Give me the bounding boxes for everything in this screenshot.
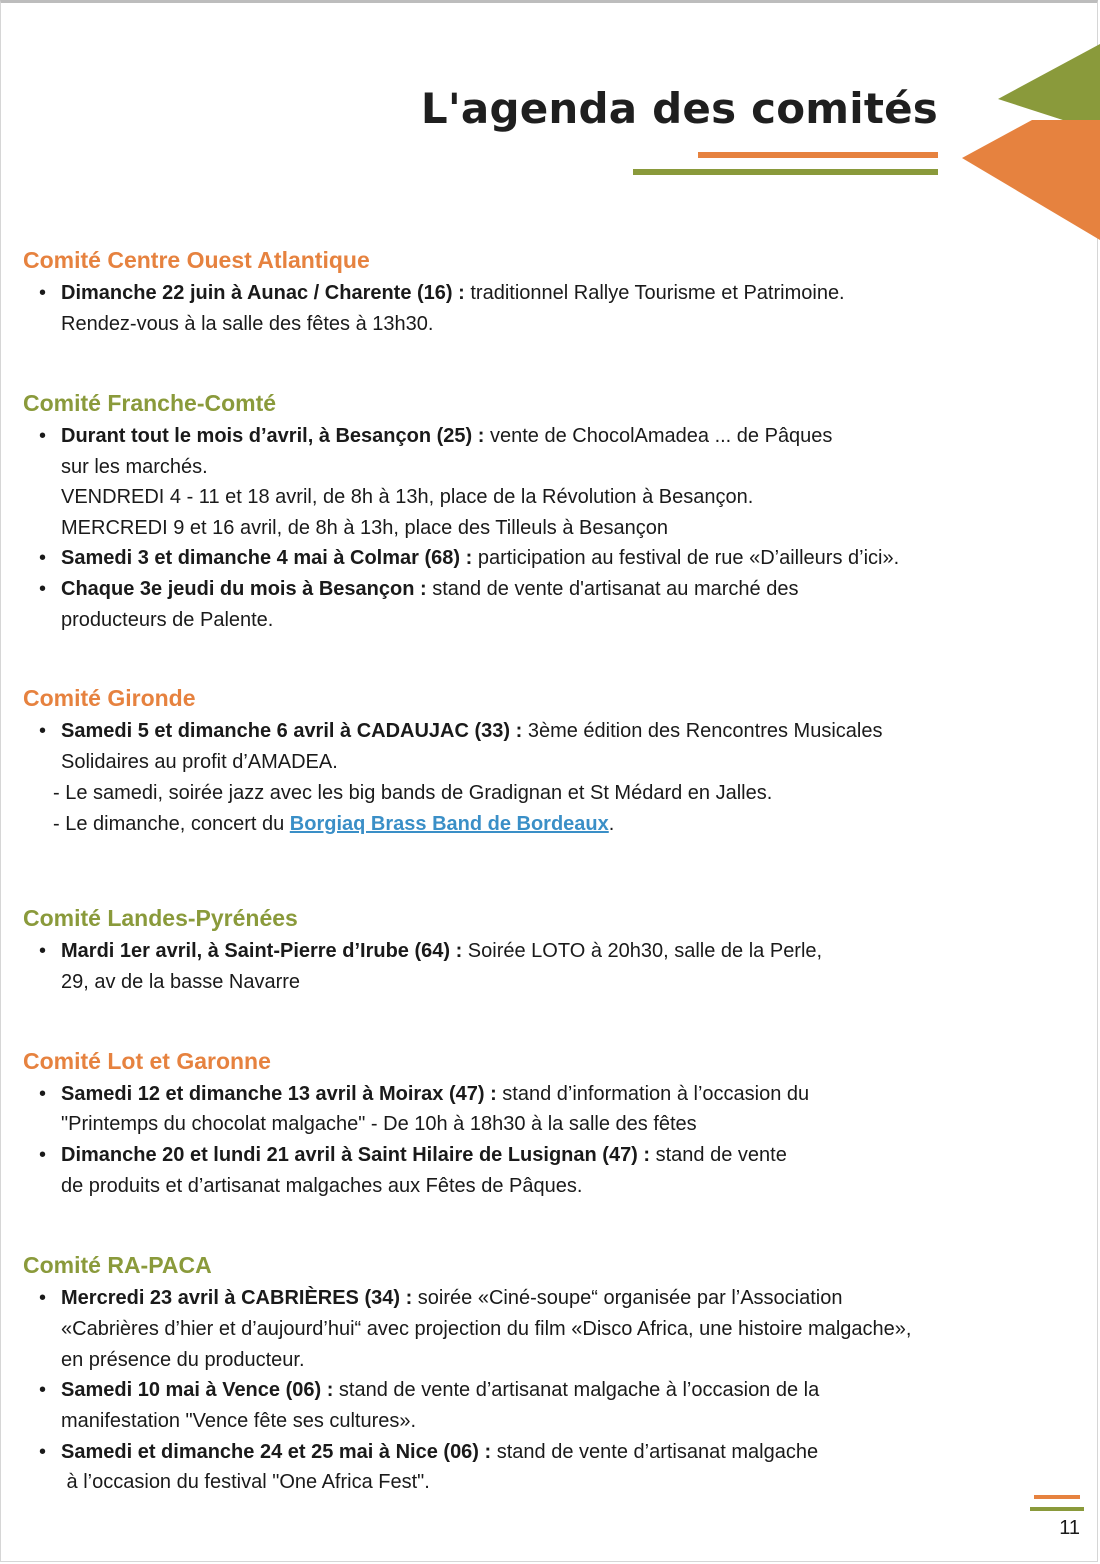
- footer-rule-orange: [1034, 1495, 1080, 1499]
- agenda-item-continuation: «Cabrières d’hier et d’aujourd’hui“ avec projection du film «Disco Africa, une histoire malgache»,: [61, 1318, 912, 1340]
- borgiaq-brass-band-link[interactable]: Borgiaq Brass Band de Bordeaux: [289, 813, 609, 835]
- bullet: •: [39, 547, 47, 569]
- agenda-item: Chaque 3e jeudi du mois à Besançon : stand de vente d'artisanat au marché des: [61, 578, 799, 600]
- section-heading-gironde: Comité Gironde: [23, 685, 196, 711]
- agenda-item-continuation: "Printemps du chocolat malgache" - De 10h à 18h30 à la salle des fêtes: [61, 1113, 697, 1135]
- agenda-item-continuation: à l’occasion du festival "One Africa Fest".: [61, 1471, 430, 1493]
- agenda-item: Dimanche 20 et lundi 21 avril à Saint Hilaire de Lusignan (47) : stand de vente: [61, 1144, 787, 1166]
- olive-triangle-decoration: [998, 44, 1100, 132]
- section-heading-lot-et-garonne: Comité Lot et Garonne: [23, 1048, 271, 1074]
- agenda-item: Durant tout le mois d’avril, à Besançon (25) : vente de ChocolAmadea ... de Pâques: [61, 425, 833, 447]
- agenda-item-continuation: en présence du producteur.: [61, 1349, 305, 1371]
- bullet: •: [39, 720, 47, 742]
- bullet: •: [39, 940, 47, 962]
- page-number: 11: [1059, 1517, 1080, 1539]
- agenda-item-continuation: de produits et d’artisanat malgaches aux Fêtes de Pâques.: [61, 1175, 583, 1197]
- bullet: •: [39, 1083, 47, 1105]
- agenda-item-continuation: VENDREDI 4 - 11 et 18 avril, de 8h à 13h, place de la Révolution à Besançon.: [61, 486, 754, 508]
- agenda-item: Samedi et dimanche 24 et 25 mai à Nice (06) : stand de vente d’artisanat malgache: [61, 1441, 819, 1463]
- agenda-item-continuation: 29, av de la basse Navarre: [61, 971, 301, 993]
- agenda-item: Samedi 12 et dimanche 13 avril à Moirax (47) : stand d’information à l’occasion du: [61, 1083, 810, 1105]
- title-underline-olive: [633, 169, 938, 175]
- section-heading-centre-ouest-atlantique: Comité Centre Ouest Atlantique: [23, 247, 370, 273]
- agenda-item: Samedi 5 et dimanche 6 avril à CADAUJAC (33) : 3ème édition des Rencontres Musicales: [61, 720, 883, 742]
- agenda-item-continuation: manifestation "Vence fête ses cultures».: [61, 1410, 417, 1432]
- bullet: •: [39, 1441, 47, 1463]
- section-heading-ra-paca: Comité RA-PACA: [23, 1252, 212, 1278]
- agenda-item-continuation: Solidaires au profit d’AMADEA.: [61, 751, 338, 773]
- agenda-dash-line: - Le dimanche, concert du Borgiaq Brass Band de Bordeaux.: [53, 813, 615, 835]
- page-title: L'agenda des comités: [420, 84, 938, 133]
- bullet: •: [39, 1287, 47, 1309]
- agenda-item: Mardi 1er avril, à Saint-Pierre d’Irube (64) : Soirée LOTO à 20h30, salle de la Perle,: [61, 940, 823, 962]
- section-heading-landes-pyrenees: Comité Landes-Pyrénées: [23, 905, 298, 931]
- bullet: •: [39, 578, 47, 600]
- agenda-item-continuation: producteurs de Palente.: [61, 609, 274, 631]
- title-underline-orange: [698, 152, 938, 158]
- section-heading-franche-comte: Comité Franche-Comté: [23, 390, 277, 416]
- orange-triangle-decoration: [962, 120, 1100, 240]
- agenda-item: Samedi 10 mai à Vence (06) : stand de vente d’artisanat malgache à l’occasion de la: [61, 1379, 820, 1401]
- bullet: •: [39, 282, 47, 304]
- bullet: •: [39, 425, 47, 447]
- footer-rule-olive: [1030, 1507, 1084, 1511]
- bullet: •: [39, 1379, 47, 1401]
- agenda-item-continuation: Rendez-vous à la salle des fêtes à 13h30.: [61, 313, 434, 335]
- agenda-item-continuation: sur les marchés.: [61, 456, 208, 478]
- agenda-item: Dimanche 22 juin à Aunac / Charente (16) : traditionnel Rallye Tourisme et Patrimoine.: [61, 282, 845, 304]
- bullet: •: [39, 1144, 47, 1166]
- agenda-dash-line: - Le samedi, soirée jazz avec les big bands de Gradignan et St Médard en Jalles.: [53, 782, 773, 804]
- agenda-item-continuation: MERCREDI 9 et 16 avril, de 8h à 13h, place des Tilleuls à Besançon: [61, 517, 668, 539]
- agenda-item: Samedi 3 et dimanche 4 mai à Colmar (68) : participation au festival de rue «D’ailleurs d’ici».: [61, 547, 900, 569]
- agenda-item: Mercredi 23 avril à CABRIÈRES (34) : soirée «Ciné-soupe“ organisée par l’Association: [61, 1287, 843, 1309]
